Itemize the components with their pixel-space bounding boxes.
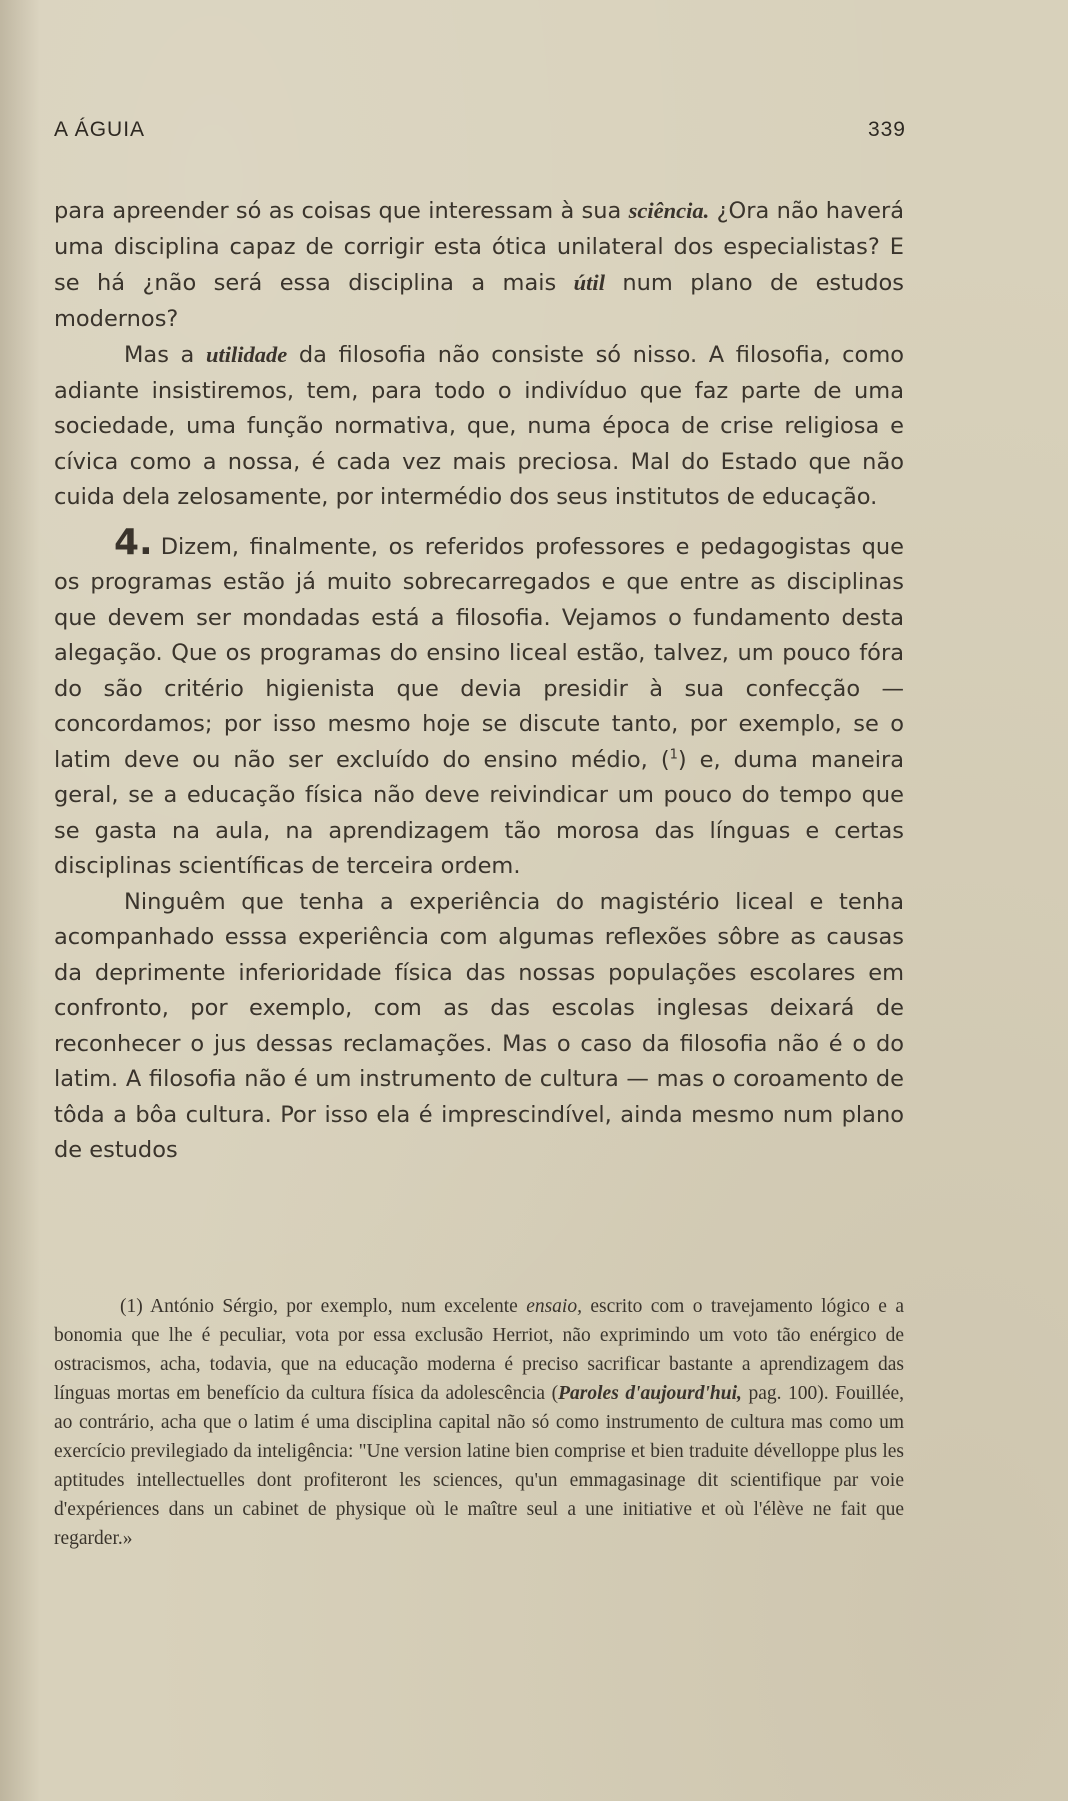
footnote [54, 1292, 904, 1553]
p2-text-1: Mas a [124, 342, 206, 368]
p1-text-3: num plano de estudos modernos? [54, 270, 904, 332]
footnote-book-title: Paroles d'aujourd'hui, [558, 1383, 742, 1404]
paragraph-4 [54, 885, 904, 1169]
footnote-paragraph [54, 1292, 904, 1553]
paragraph-2 [54, 337, 904, 516]
p1-text-2: ¿Ora não haverá uma disciplina capaz de corrigir esta ótica unilateral dos especialistas? E se há ¿não será essa disciplina a mais [54, 198, 904, 296]
p1-emphasis-sciencia: sciência. [628, 198, 710, 223]
page-number: 339 [867, 118, 906, 141]
p3-text-1: Dizem, finalmente, os referidos professores e pedagogistas que os programas estão já muito sobrecarregados e que entre as disciplinas que devem ser mondadas está a filosofia. Vejamos o fundamento desta alegação. Que os programas do ensino liceal estão, talvez, um pouco fóra do são critério higienista que devia presidir à sua confecção — concordamos; por isso mesmo hoje se discute tanto, por exemplo, se o latim deve ou não ser excluído do ensino médio, ( [54, 533, 904, 773]
p1-emphasis-util: útil [573, 270, 605, 295]
paragraph-3 [54, 521, 904, 885]
p2-text-2: da filosofia não consiste só nisso. A filosofia, como adiante insistiremos, tem, para todo o indivíduo que faz parte de uma sociedade, uma função normativa, que, numa época de crise religiosa e cívica como a nossa, é cada vez mais preciosa. Mal do Estado que não cuida dela zelosamente, por intermédio dos seus institutos de educação. [54, 342, 905, 510]
p3-text-2: ) e, duma maneira geral, se a educação física não deve reivindicar um pouco do tempo que se gasta na aula, na aprendizagem tão morosa das línguas e certas disciplinas scientíficas de terceira ordem. [54, 746, 904, 879]
footnote-emphasis-ensaio: ensaio, [526, 1296, 582, 1317]
p1-text-1: para apreender só as coisas que interessam à sua [54, 198, 629, 224]
footnote-text-3: pag. 100). Fouillée, ao contrário, acha que o latim é uma disciplina capital não só como instrumento de cultura mas como um exercício previlegiado da inteligência: "Une version latine bien comprise et bien traduite dévelloppe plus les aptitudes intellectuelles dont profiteront les sciences, qu'un emmagasinage dit scientifique par voie d'expériences dans un cabinet de physique où le maître seul a une initiative et où l'élève ne fait que regarder.» [54, 1383, 904, 1549]
p2-emphasis-utilidade: utilidade [205, 342, 288, 367]
footnote-reference: 1 [669, 747, 678, 762]
paragraph-1 [54, 193, 904, 337]
footnote-text-1: António Sérgio, por exemplo, num excelente [142, 1296, 527, 1317]
running-header [54, 118, 906, 142]
p4-text: Ninguêm que tenha a experiência do magistério liceal e tenha acompanhado esssa experiência com algumas reflexões sôbre as causas da deprimente inferioridade física das nossas populações escolares em confronto, por exemplo, com as das escolas inglesas deixará de reconhecer o jus dessas reclamações. Mas o caso da filosofia não é o do latim. A filosofia não é um instrumento de cultura — mas o coroamento de tôda a bôa cultura. Por isso ela é imprescindível, ainda mesmo num plano de estudos [54, 888, 904, 1163]
running-title: A ÁGUIA [54, 118, 146, 141]
section-number: 4. [114, 521, 153, 563]
main-text [54, 193, 904, 1169]
footnote-text-2: escrito com o travejamento lógico e a bonomia que lhe é peculiar, vota por essa exclusão Herriot, não exprimindo um voto tão enérgico de ostracismos, acha, todavia, que na educação moderna é preciso sacrificar bastante a aprendizagem das línguas mortas em benefício da cultura física da adolescência ( [54, 1296, 904, 1404]
footnote-marker: (1) [120, 1296, 143, 1317]
